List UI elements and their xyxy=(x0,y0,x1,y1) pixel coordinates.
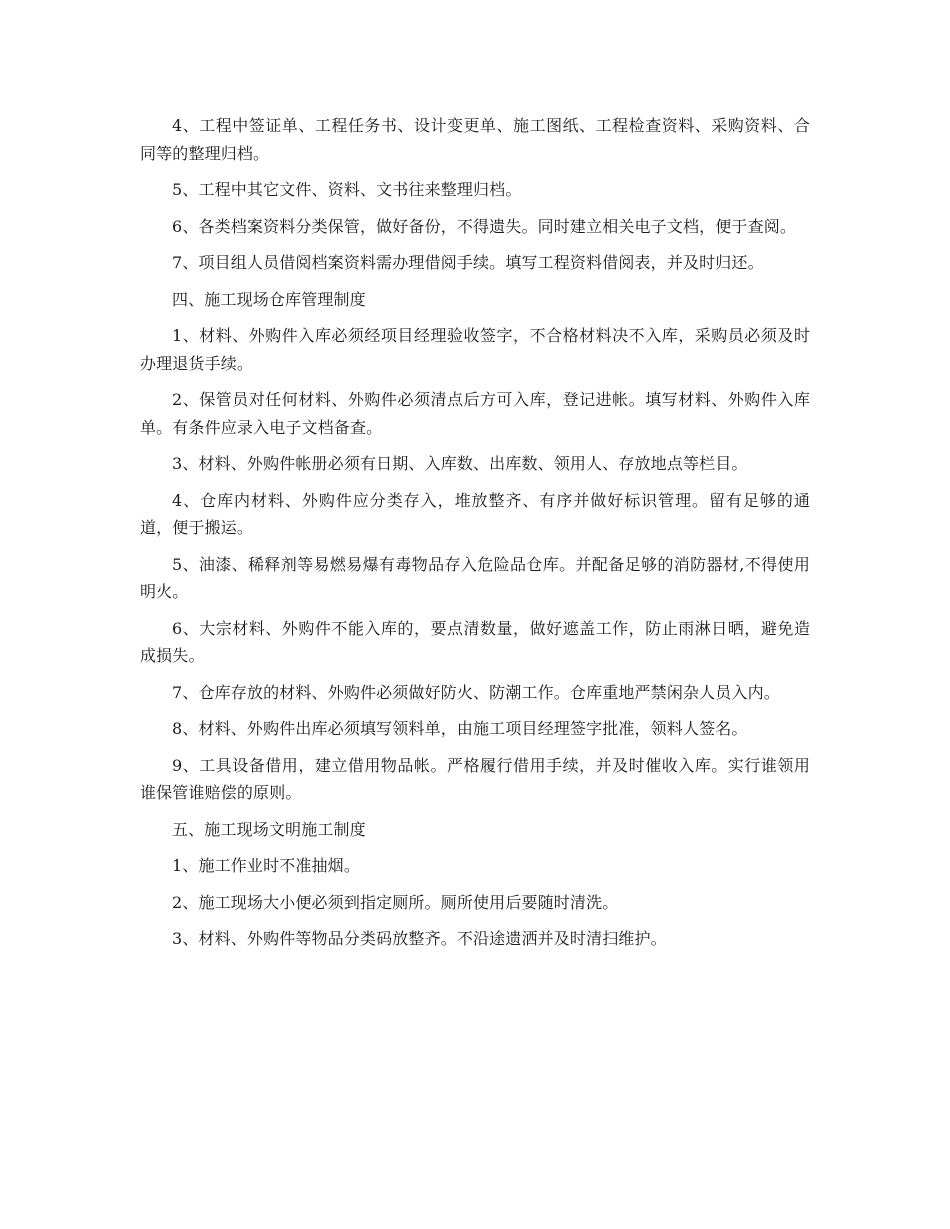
paragraph-warehouse-5: 5、油漆、稀释剂等易燃易爆有毒物品存入危险品仓库。并配备足够的消防器材,不得使用明火。 xyxy=(140,554,810,601)
paragraph-warehouse-2: 2、保管员对任何材料、外购件必须清点后方可入库，登记进帐。填写材料、外购件入库单。有条件应录入电子文档备查。 xyxy=(140,390,810,437)
paragraph-warehouse-1: 1、材料、外购件入库必须经项目经理验收签字，不合格材料决不入库，采购员必须及时办理退货手续。 xyxy=(140,326,810,373)
paragraph-archive-6: 6、各类档案资料分类保管，做好备份，不得遗失。同时建立相关电子文档，便于查阅。 xyxy=(172,216,797,236)
paragraph-civilized-2: 2、施工现场大小便必须到指定厕所。厕所使用后要随时清洗。 xyxy=(172,892,619,912)
paragraph-warehouse-3: 3、材料、外购件帐册必须有日期、入库数、出库数、领用人、存放地点等栏目。 xyxy=(172,454,748,473)
section-heading-warehouse: 四、施工现场仓库管理制度 xyxy=(172,289,366,309)
paragraph-archive-7: 7、项目组人员借阅档案资料需办理借阅手续。填写工程资料借阅表，并及时归还。 xyxy=(172,253,764,272)
paragraph-archive-5: 5、工程中其它文件、资料、文书往来整理归档。 xyxy=(172,180,522,199)
paragraph-archive-4: 4、工程中签证单、工程任务书、设计变更单、施工图纸、工程检查资料、采购资料、合同等的整理归档。 xyxy=(140,116,810,163)
paragraph-warehouse-6: 6、大宗材料、外购件不能入库的，要点清数量，做好遮盖工作，防止雨淋日晒，避免造成损失。 xyxy=(140,618,810,665)
section-heading-civilized-construction: 五、施工现场文明施工制度 xyxy=(172,819,366,839)
paragraph-warehouse-7: 7、仓库存放的材料、外购件必须做好防火、防潮工作。仓库重地严禁闲杂人员入内。 xyxy=(172,682,780,702)
paragraph-warehouse-4: 4、仓库内材料、外购件应分类存入，堆放整齐、有序并做好标识管理。留有足够的通道，便于搬运。 xyxy=(140,490,810,537)
paragraph-warehouse-8: 8、材料、外购件出库必须填写领料单，由施工项目经理签字批准，领料人签名。 xyxy=(172,719,748,738)
paragraph-civilized-3: 3、材料、外购件等物品分类码放整齐。不沿途遗洒并及时清扫维护。 xyxy=(172,929,667,948)
paragraph-warehouse-9: 9、工具设备借用，建立借用物品帐。严格履行借用手续，并及时催收入库。实行谁领用谁保管谁赔偿的原则。 xyxy=(140,755,810,802)
paragraph-civilized-1: 1、施工作业时不准抽烟。 xyxy=(172,856,360,875)
